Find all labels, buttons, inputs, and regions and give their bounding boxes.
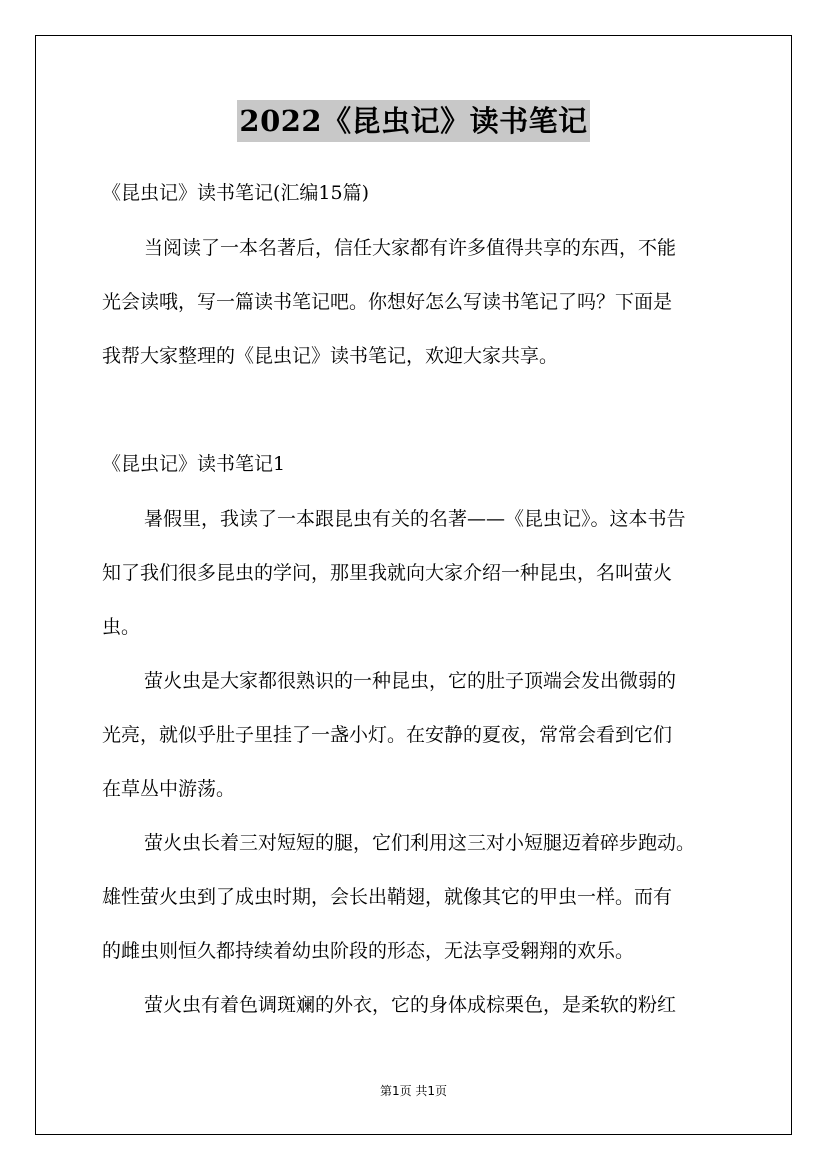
page-footer: 第1页 共1页	[379, 1084, 448, 1098]
document-subtitle: 《昆虫记》读书笔记(汇编15篇)	[102, 182, 370, 204]
paragraph-line: 萤火虫是大家都很熟识的一种昆虫，它的肚子顶端会发出微弱的	[144, 670, 677, 692]
document-title-wrap	[0, 100, 827, 142]
paragraph-line: 虫。	[102, 616, 141, 638]
section-heading: 《昆虫记》读书笔记1	[102, 453, 286, 475]
intro-line: 光会读哦，写一篇读书笔记吧。你想好怎么写读书笔记了吗？下面是	[102, 291, 673, 313]
intro-line: 我帮大家整理的《昆虫记》读书笔记，欢迎大家共享。	[102, 345, 559, 367]
intro-line: 当阅读了一本名著后，信任大家都有许多值得共享的东西，不能	[144, 237, 677, 259]
paragraph-line: 知了我们很多昆虫的学问，那里我就向大家介绍一种昆虫，名叫萤火	[102, 562, 673, 584]
paragraph-line: 暑假里，我读了一本跟昆虫有关的名著——《昆虫记》。这本书告	[144, 508, 686, 530]
paragraph-line: 光亮，就似乎肚子里挂了一盏小灯。在安静的夏夜，常常会看到它们	[102, 724, 673, 746]
paragraph-line: 萤火虫长着三对短短的腿，它们利用这三对小短腿迈着碎步跑动。	[144, 832, 696, 854]
paragraph-line: 的雌虫则恒久都持续着幼虫阶段的形态，无法享受翱翔的欢乐。	[102, 940, 635, 962]
paragraph-line: 在草丛中游荡。	[102, 778, 236, 800]
paragraph-line: 萤火虫有着色调斑斓的外衣，它的身体成棕栗色，是柔软的粉红	[144, 994, 677, 1016]
document-title: 2022《昆虫记》读书笔记	[237, 100, 589, 142]
paragraph-line: 雄性萤火虫到了成虫时期，会长出鞘翅，就像其它的甲虫一样。而有	[102, 886, 673, 908]
